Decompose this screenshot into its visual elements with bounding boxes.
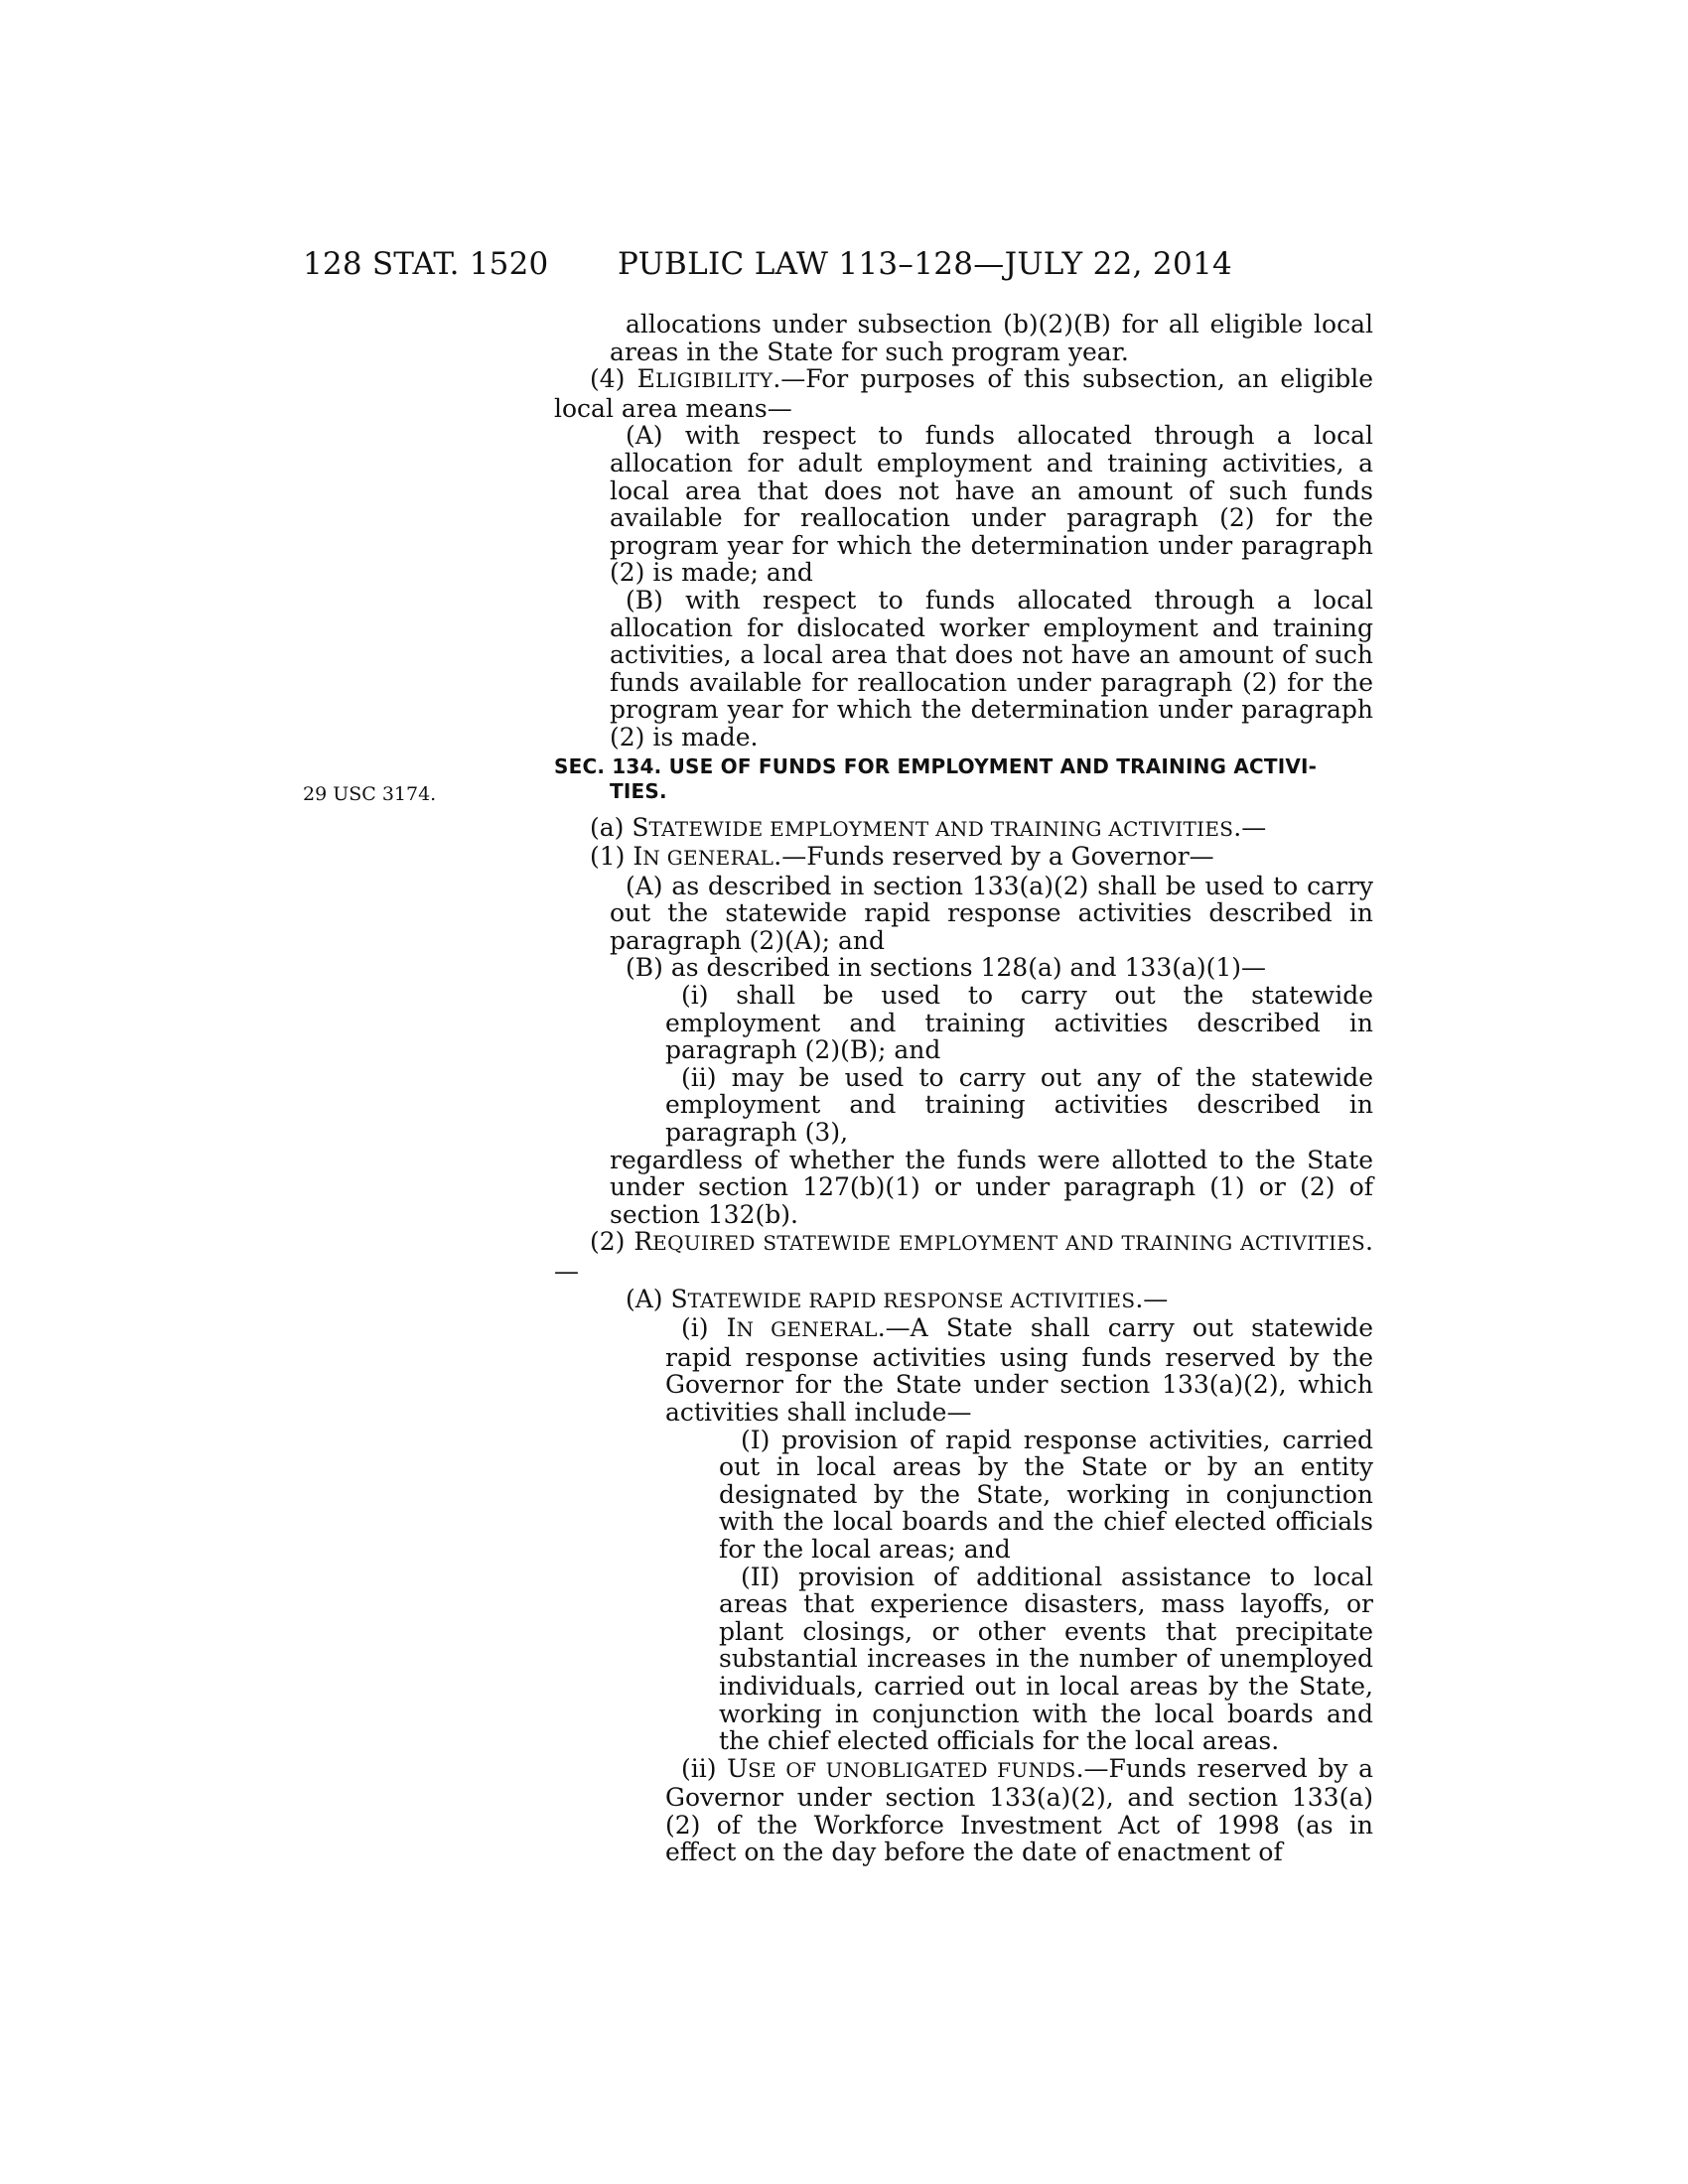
statute-page-citation: 128 STAT. 1520: [303, 246, 549, 282]
subparagraph-a-statewide-rapid: [554, 1286, 1373, 1315]
paragraph-lead: (i) I: [681, 1313, 737, 1343]
clause-i-in-general: [554, 1314, 1373, 1426]
paragraph-lead: (A) S: [626, 1284, 688, 1313]
subparagraph-b-dislocated: (B) with respect to funds allocated through a local allocation for dislocated worker employment and training activities, a local area that does not have an amount of such funds available for reallocation under paragraph (2) for the program year for which the determination under paragraph (2) is made.: [610, 585, 1373, 751]
small-caps-heading: TATEWIDE EMPLOYMENT AND TRAINING ACTIVITIES: [648, 816, 1234, 841]
clause-ii-may: (ii) may be used to carry out any of the statewide employment and training activities described in paragraph (3),: [665, 1062, 1373, 1148]
small-caps-heading: N GENERAL: [736, 1317, 878, 1342]
paragraph-regardless: regardless of whether the funds were allotted to the State under section 127(b)(1) or under paragraph (1) or (2) of section 132(b).: [610, 1145, 1373, 1229]
paragraph-text: .—Funds reserved by a Governor—: [774, 842, 1214, 872]
paragraph-lead: (2) R: [590, 1227, 653, 1257]
paragraph-2-required: [554, 1228, 1373, 1285]
subsection-a-heading: [554, 814, 1373, 844]
small-caps-heading: LIGIBILITY: [654, 368, 774, 393]
paragraph-lead: (ii) U: [681, 1753, 749, 1783]
subparagraph-a-adult: (A) with respect to funds allocated through a local allocation for adult employment and training activities, a local area that does not have an amount of such funds available for reallocation under paragraph (2) for the program year for which the determination under paragraph (2) is made; and: [610, 421, 1373, 588]
small-caps-heading: EQUIRED STATEWIDE EMPLOYMENT AND TRAINING ACTIVITIES: [652, 1231, 1366, 1256]
paragraph-text: .—: [1135, 1284, 1169, 1313]
paragraph-lead: (1) I: [590, 842, 643, 872]
paragraph-text: .—: [1233, 812, 1267, 842]
small-caps-heading: SE OF UNOBLIGATED FUNDS: [748, 1757, 1076, 1782]
small-caps-heading: N GENERAL: [642, 846, 774, 871]
subparagraph-b-sections: (B) as described in sections 128(a) and 133(a)(1)—: [626, 953, 1267, 983]
subparagraph-a-rapid-response: (A) as described in section 133(a)(2) shall be used to carry out the statewide rapid response activities described in paragraph (2)(A); and: [610, 871, 1373, 955]
clause-i-shall: (i) shall be used to carry out the statewide employment and training activities described in paragraph (2)(B); and: [665, 981, 1373, 1065]
section-heading: [554, 754, 1373, 804]
page-title: PUBLIC LAW 113–128—JULY 22, 2014: [618, 246, 1233, 282]
paragraph-lead: (4) E: [590, 364, 655, 394]
section-heading-line-1: SEC. 134. USE OF FUNDS FOR EMPLOYMENT AND TRAINING ACTIVI-: [554, 753, 1318, 778]
paragraph-1-in-general: [554, 843, 1373, 873]
paragraph-text: .—For purposes of this subsection, an eligible local area means—: [554, 364, 1373, 423]
document-body: [554, 311, 1373, 1866]
section-heading-line-2: TIES.: [610, 778, 667, 803]
paragraph-lead: (a) S: [590, 812, 649, 842]
subclause-II: (II) provision of additional assistance to local areas that experience disasters, mass layoffs, or plant closings, or other events that precipitate substantial increases in the number of unemployed individuals, carried out in local areas by the State, working in conjunction with the local boards and the chief elected officials for the local areas.: [719, 1562, 1373, 1756]
subclause-I: (I) provision of rapid response activities, carried out in local areas by the State or by an entity designated by the State, working in conjunction with the local boards and the chief elected officials for the local areas; and: [719, 1425, 1373, 1564]
paragraph-text: .—A State shall carry out statewide rapid response activities using funds reserved by the Governor for the State under section 133(a)(2), which activities shall include—: [665, 1313, 1373, 1427]
paragraph-text: .—Funds reserved by a Governor under section 133(a)(2), and section 133(a)(2) of the Workforce Investment Act of 1998 (as in effect on the day before the date of enactment of: [665, 1753, 1373, 1867]
small-caps-heading: TATEWIDE RAPID RESPONSE ACTIVITIES: [687, 1288, 1136, 1312]
paragraph-text: .—: [554, 1227, 1373, 1286]
paragraph-eligibility: [554, 365, 1373, 422]
clause-ii-unobligated: [554, 1755, 1373, 1866]
paragraph-allocations-continued: allocations under subsection (b)(2)(B) for all eligible local areas in the State for such program year.: [610, 310, 1373, 366]
usc-margin-note: 29 USC 3174.: [303, 783, 437, 805]
